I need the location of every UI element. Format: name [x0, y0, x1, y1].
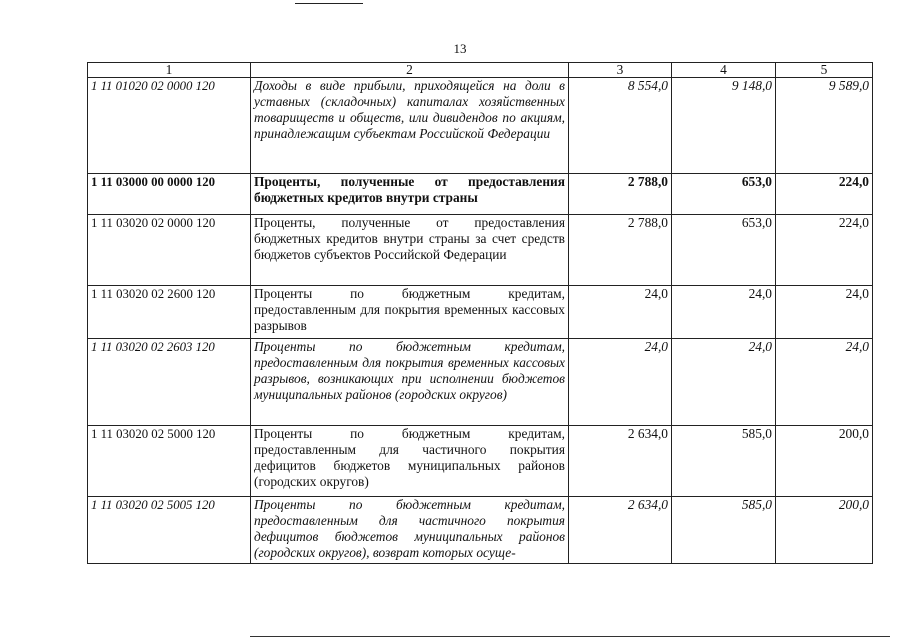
- column-header: 2: [251, 63, 569, 78]
- amount-col-4: 653,0: [672, 215, 776, 286]
- amount-col-5: 24,0: [776, 339, 873, 426]
- amount-col-3: 24,0: [569, 339, 672, 426]
- table-row: [88, 497, 873, 564]
- amount-col-4: 585,0: [672, 497, 776, 564]
- amount-col-3: 8 554,0: [569, 78, 672, 174]
- table-row: [88, 339, 873, 426]
- table-row: [88, 78, 873, 174]
- income-description: Доходы в виде прибыли, приходящейся на доли в уставных (складочных) капиталах хозяйственных товариществ и обществ, или дивидендов по акциям, принадлежащим субъектам Российской Федерации: [251, 78, 569, 174]
- budget-code: 1 11 03020 02 2600 120: [88, 286, 251, 339]
- income-description: Проценты по бюджетным кредитам, предоставленным для частичного покрытия дефицитов бюджетов муниципальных районов (городских округов), возврат которых осуще-: [251, 497, 569, 564]
- amount-col-4: 24,0: [672, 286, 776, 339]
- table-row: [88, 426, 873, 497]
- amount-col-3: 24,0: [569, 286, 672, 339]
- budget-code: 1 11 03020 02 2603 120: [88, 339, 251, 426]
- income-description: Проценты, полученные от предоставления бюджетных кредитов внутри страны: [251, 174, 569, 215]
- budget-code: 1 11 03020 02 5000 120: [88, 426, 251, 497]
- amount-col-3: 2 634,0: [569, 497, 672, 564]
- amount-col-4: 585,0: [672, 426, 776, 497]
- page-number: 13: [453, 41, 467, 56]
- column-header: 3: [569, 63, 672, 78]
- budget-code: 1 11 03020 02 0000 120: [88, 215, 251, 286]
- budget-code: 1 11 03000 00 0000 120: [88, 174, 251, 215]
- amount-col-5: 200,0: [776, 426, 873, 497]
- amount-col-4: 653,0: [672, 174, 776, 215]
- table-row: [88, 174, 873, 215]
- amount-col-4: 9 148,0: [672, 78, 776, 174]
- table-row: [88, 286, 873, 339]
- column-header: 1: [88, 63, 251, 78]
- income-description: Проценты по бюджетным кредитам, предоставленным для частичного покрытия дефицитов бюджетов муниципальных районов (городских округов): [251, 426, 569, 497]
- column-header: 5: [776, 63, 873, 78]
- amount-col-5: 224,0: [776, 174, 873, 215]
- budget-code: 1 11 01020 02 0000 120: [88, 78, 251, 174]
- income-description: Проценты, полученные от предоставления бюджетных кредитов внутри страны за счет средств бюджетов субъектов Российской Федерации: [251, 215, 569, 286]
- amount-col-5: 24,0: [776, 286, 873, 339]
- amount-col-3: 2 788,0: [569, 215, 672, 286]
- column-header: 4: [672, 63, 776, 78]
- budget-code: 1 11 03020 02 5005 120: [88, 497, 251, 564]
- top-rule: [295, 3, 363, 4]
- amount-col-3: 2 634,0: [569, 426, 672, 497]
- income-description: Проценты по бюджетным кредитам, предоставленным для покрытия временных кассовых разрывов: [251, 286, 569, 339]
- header-row: [88, 63, 873, 78]
- budget-table: [87, 62, 873, 564]
- amount-col-5: 224,0: [776, 215, 873, 286]
- bottom-rule: [250, 636, 890, 637]
- amount-col-3: 2 788,0: [569, 174, 672, 215]
- amount-col-5: 200,0: [776, 497, 873, 564]
- income-description: Проценты по бюджетным кредитам, предоставленным для покрытия временных кассовых разрывов, возникающих при исполнении бюджетов муниципальных районов (городских округов): [251, 339, 569, 426]
- amount-col-4: 24,0: [672, 339, 776, 426]
- table-row: [88, 215, 873, 286]
- amount-col-5: 9 589,0: [776, 78, 873, 174]
